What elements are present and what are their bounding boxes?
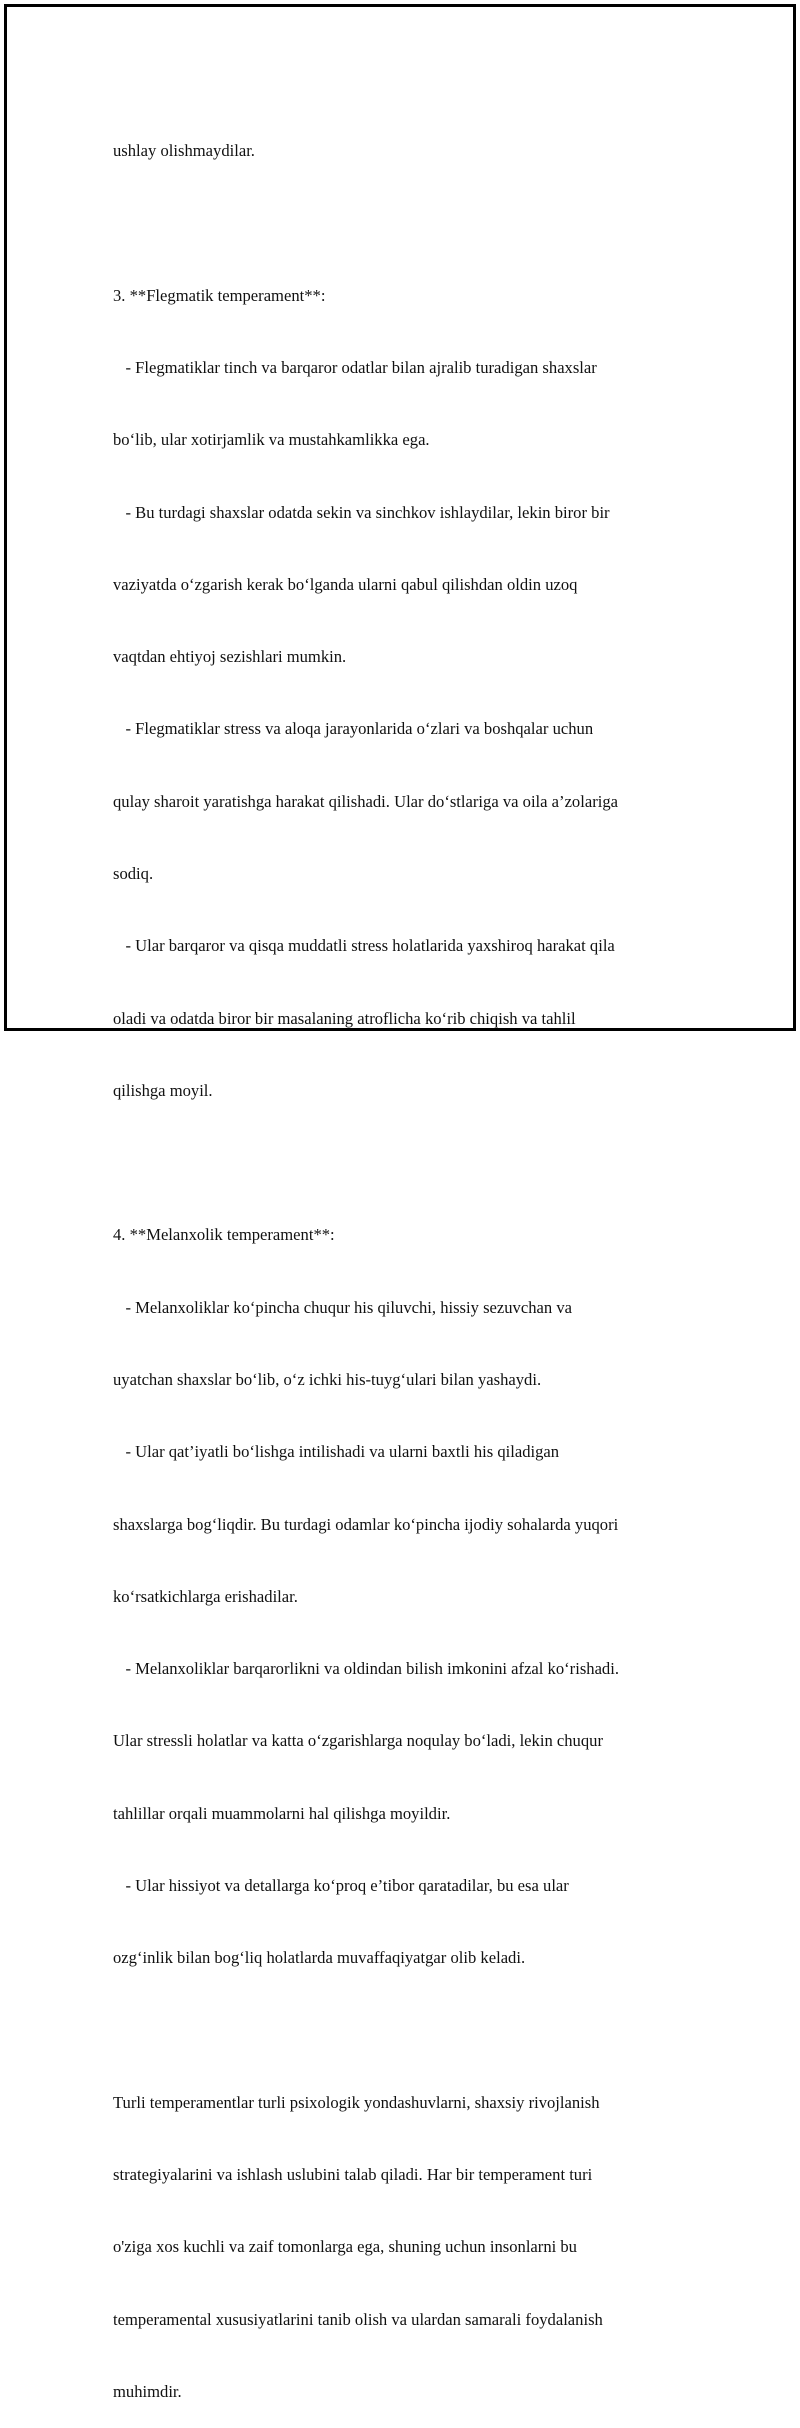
section-heading-melanxolik: 4. **Melanxolik temperament**: bbox=[113, 1225, 335, 1245]
conclusion-line: Turli temperamentlar turli psixologik yondashuvlarni, shaxsiy rivojlanish bbox=[113, 2092, 600, 2112]
text-line: vaqtdan ehtiyoj sezishlari mumkin. bbox=[113, 647, 347, 667]
conclusion-line: muhimdir. bbox=[113, 2381, 182, 2401]
text-line: sodiq. bbox=[113, 864, 154, 883]
conclusion-line: temperamental xususiyatlarini tanib olish va ulardan samarali foydalanish bbox=[113, 2309, 603, 2329]
text-line: - Ular barqaror va qisqa muddatli stress holatlarida yaxshiroq harakat qila bbox=[113, 936, 615, 956]
text-line: uyatchan shaxslar bo‘lib, o‘z ichki his-tuyg‘ulari bilan yashaydi. bbox=[113, 1369, 542, 1389]
text-line: shaxslarga bog‘liqdir. Bu turdagi odamlar ko‘pincha ijodiy sohalarda yuqori bbox=[113, 1514, 619, 1534]
blank-line bbox=[113, 2019, 693, 2043]
text-line: qulay sharoit yaratishga harakat qilishadi. Ular do‘stlariga va oila a’zolariga bbox=[113, 791, 618, 811]
document-body bbox=[113, 91, 693, 2428]
text-line: - Flegmatiklar stress va aloqa jarayonlarida o‘zlari va boshqalar uchun bbox=[113, 719, 594, 739]
section-heading-flegmatik: 3. **Flegmatik temperament**: bbox=[113, 285, 326, 305]
text-line: tahlillar orqali muammolarni hal qilishga moyildir. bbox=[113, 1803, 451, 1823]
conclusion-line: strategiyalarini va ishlash uslubini talab qiladi. Har bir temperament turi bbox=[113, 2165, 593, 2185]
text-line: - Melanxoliklar barqarorlikni va oldindan bilish imkonini afzal ko‘rishadi. bbox=[113, 1659, 619, 1679]
text-line: ozg‘inlik bilan bog‘liq holatlarda muvaffaqiyatgar olib keladi. bbox=[113, 1948, 526, 1968]
text-line: - Melanxoliklar ko‘pincha chuqur his qiluvchi, hissiy sezuvchan va bbox=[113, 1297, 572, 1317]
text-line: oladi va odatda biror bir masalaning atroflicha ko‘rib chiqish va tahlil bbox=[113, 1008, 576, 1028]
text-line: ushlay olishmaydilar. bbox=[113, 141, 255, 161]
blank-line bbox=[113, 211, 693, 235]
text-line: - Flegmatiklar tinch va barqaror odatlar bilan ajralib turadigan shaxslar bbox=[113, 358, 597, 378]
text-line: - Ular hissiyot va detallarga ko‘proq e’tibor qaratadilar, bu esa ular bbox=[113, 1875, 569, 1895]
text-line: vaziyatda o‘zgarish kerak bo‘lganda ularni qabul qilishdan oldin uzoq bbox=[113, 574, 578, 594]
text-line: - Ular qat’iyatli bo‘lishga intilishadi va ularni baxtli his qiladigan bbox=[113, 1442, 560, 1462]
text-line: qilishga moyil. bbox=[113, 1080, 213, 1100]
blank-line bbox=[113, 1151, 693, 1175]
text-line: bo‘lib, ular xotirjamlik va mustahkamlikka ega. bbox=[113, 430, 430, 450]
text-line: Ular stressli holatlar va katta o‘zgarishlarga noqulay bo‘ladi, lekin chuqur bbox=[113, 1731, 603, 1751]
text-line: ko‘rsatkichlarga erishadilar. bbox=[113, 1586, 298, 1606]
conclusion-line: o'ziga xos kuchli va zaif tomonlarga ega, shuning uchun insonlarni bu bbox=[113, 2237, 577, 2257]
text-line: - Bu turdagi shaxslar odatda sekin va sinchkov ishlaydilar, lekin biror bir bbox=[113, 502, 610, 522]
